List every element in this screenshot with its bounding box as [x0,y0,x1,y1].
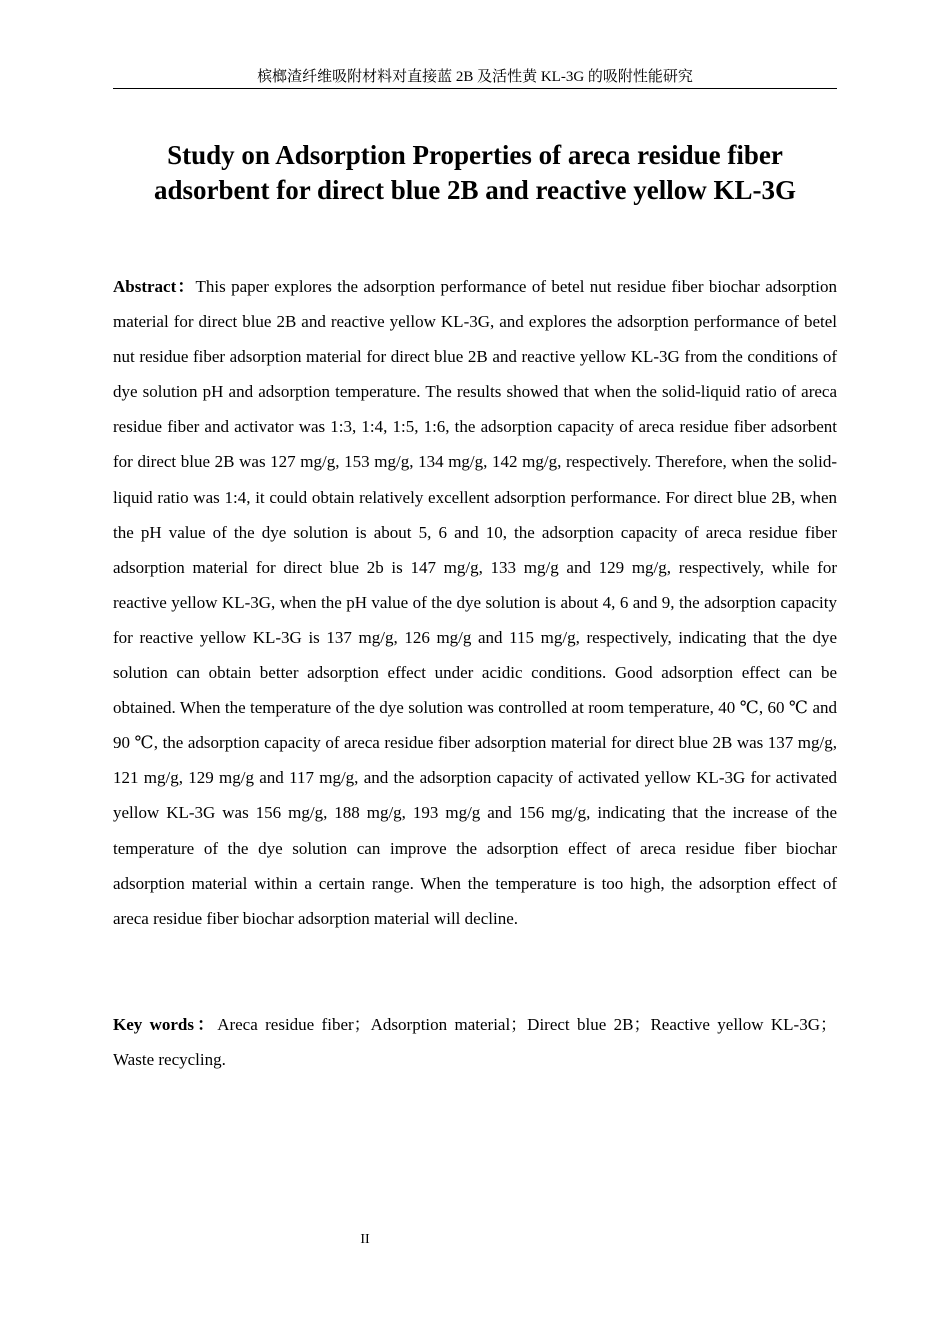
paper-title-line-2: adsorbent for direct blue 2B and reactive yellow KL-3G [154,175,796,205]
keywords-label: Key words： [113,1015,218,1034]
paper-title-line-1: Study on Adsorption Properties of areca residue fiber [167,140,783,170]
keywords-text: Areca residue fiber；Adsorption material；Direct blue 2B；Reactive yellow KL-3G；Waste recycling. [113,1015,837,1070]
abstract-label: Abstract： [113,277,196,296]
paper-title [113,138,837,208]
abstract-text: This paper explores the adsorption performance of betel nut residue fiber biochar adsorption material for direct blue 2B and reactive yellow KL-3G, and explores the adsorption performance of betel nut residue fiber adsorption material for direct blue 2B and reactive yellow KL-3G from the conditions of dye solution pH and adsorption temperature. The results showed that when the solid-liquid ratio of areca residue fiber and activator was 1:3, 1:4, 1:5, 1:6, the adsorption capacity of areca residue fiber adsorbent for direct blue 2B was 127 mg/g, 153 mg/g, 134 mg/g, 142 mg/g, respectively. Therefore, when the solid-liquid ratio was 1:4, it could obtain relatively excellent adsorption performance. For direct blue 2B, when the pH value of the dye solution is about 5, 6 and 10, the adsorption capacity of areca residue fiber adsorption material for direct blue 2b is 147 mg/g, 133 mg/g and 129 mg/g, respectively, while for reactive yellow KL-3G, when the pH value of the dye solution is about 4, 6 and 9, the adsorption capacity for reactive yellow KL-3G is 137 mg/g, 126 mg/g and 115 mg/g, respectively, indicating that the dye solution can obtain better adsorption effect under acidic conditions. Good adsorption effect can be obtained. When the temperature of the dye solution was controlled at room temperature, 40 ℃, 60 ℃ and 90 ℃, the adsorption capacity of areca residue fiber adsorption material for direct blue 2B was 137 mg/g, 121 mg/g, 129 mg/g and 117 mg/g, and the adsorption capacity of activated yellow KL-3G for activated yellow KL-3G was 156 mg/g, 188 mg/g, 193 mg/g and 156 mg/g, indicating that the increase of the temperature of the dye solution can improve the adsorption effect of areca residue fiber biochar adsorption material within a certain range. When the temperature is too high, the adsorption effect of areca residue fiber biochar adsorption material will decline. [113,277,837,928]
keywords-paragraph [113,1007,837,1077]
page-number: II [360,1232,370,1247]
running-header [113,66,837,89]
abstract-paragraph [113,269,837,936]
running-title: 槟榔渣纤维吸附材料对直接蓝 2B 及活性黄 KL-3G 的吸附性能研究 [257,69,693,85]
